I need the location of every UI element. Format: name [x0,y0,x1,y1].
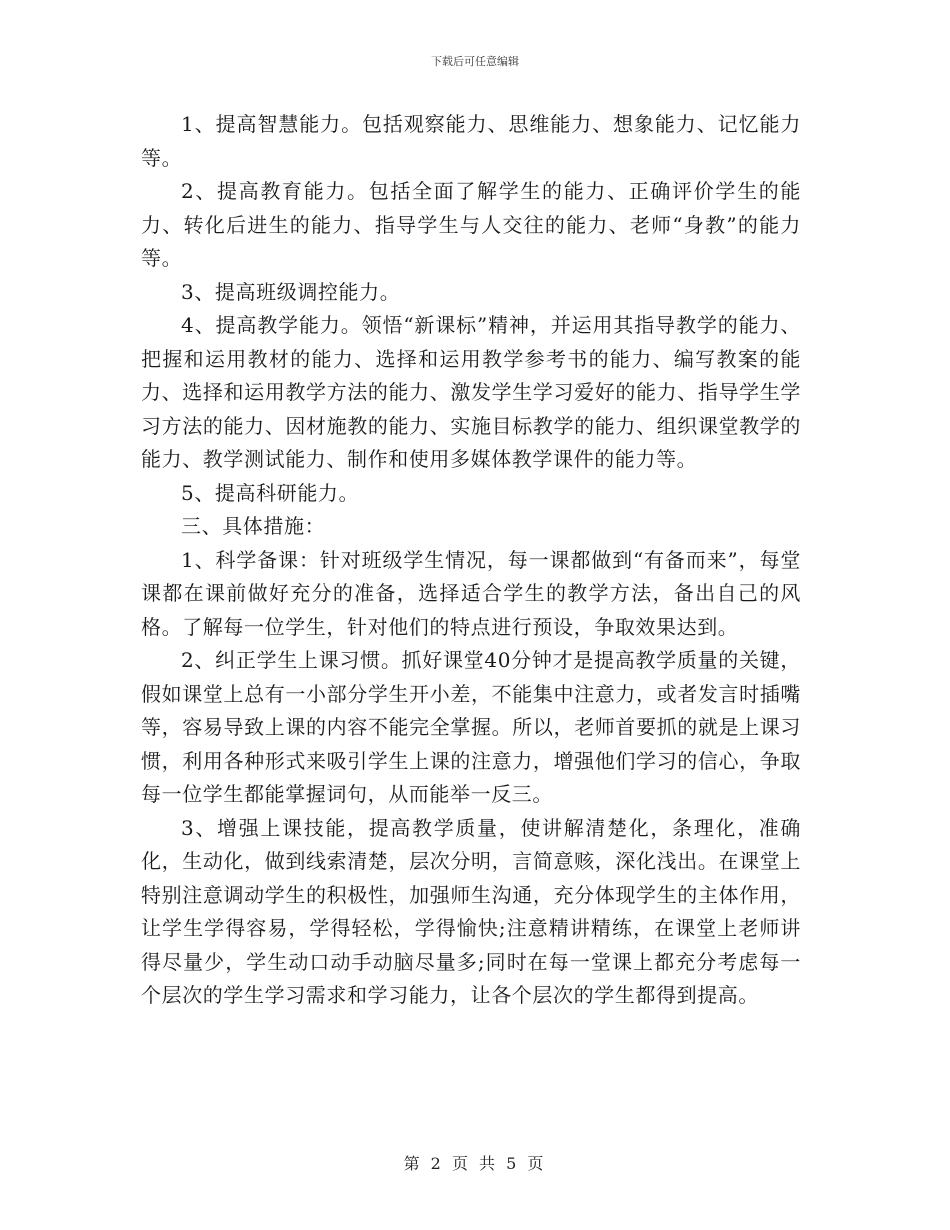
paragraph-research-ability: 5、提高科研能力。 [181,480,360,505]
page-number-footer: 第 2 页 共 5 页 [403,1154,547,1173]
paragraph-class-control-ability: 3、提高班级调控能力。 [181,279,401,304]
page-header-note: 下载后可任意编辑 [431,55,519,68]
paragraph-teaching-ability: 4、提高教学能力。领悟“新课标”精神，并运用其指导教学的能力、把握和运用教材的能力、选择和运用教学参考书的能力、编写教案的能力、选择和运用教学方法的能力、激发学生学习爱好的能力、指导学生学习方法的能力、因材施教的能力、实施目标教学的能力、组织课堂教学的能力、教学测试能力、制作和使用多媒体教学课件的能力等。 [141,313,801,471]
document-body [141,108,801,1013]
paragraph-lesson-preparation: 1、科学备课：针对班级学生情况，每一课都做到“有备而来”，每堂课都在课前做好充分的准备，选择适合学生的教学方法，备出自己的风格。了解每一位学生，针对他们的特点进行预设，争取效果达到。 [141,547,801,639]
paragraph-wisdom-ability: 1、提高智慧能力。包括观察能力、思维能力、想象能力、记忆能力等。 [141,112,801,170]
section-heading-measures: 三、具体措施： [181,514,326,538]
paragraph-teaching-skills: 3、增强上课技能，提高教学质量，使讲解清楚化，条理化，准确化，生动化，做到线索清楚，层次分明，言简意赅，深化浅出。在课堂上特别注意调动学生的积极性，加强师生沟通，充分体现学生的主体作用，让学生学得容易，学得轻松，学得愉快;注意精讲精练，在课堂上老师讲得尽量少，学生动口动手动脑尽量多;同时在每一堂课上都充分考虑每一个层次的学生学习需求和学习能力，让各个层次的学生都得到提高。 [141,815,801,1007]
paragraph-class-habits: 2、纠正学生上课习惯。抓好课堂40分钟才是提高教学质量的关键，假如课堂上总有一小部分学生开小差，不能集中注意力，或者发言时插嘴等，容易导致上课的内容不能完全掌握。所以，老师首要抓的就是上课习惯，利用各种形式来吸引学生上课的注意力，增强他们学习的信心，争取每一位学生都能掌握词句，从而能举一反三。 [141,648,801,806]
paragraph-education-ability: 2、提高教育能力。包括全面了解学生的能力、正确评价学生的能力、转化后进生的能力、指导学生与人交往的能力、老师“身教”的能力等。 [141,179,801,270]
